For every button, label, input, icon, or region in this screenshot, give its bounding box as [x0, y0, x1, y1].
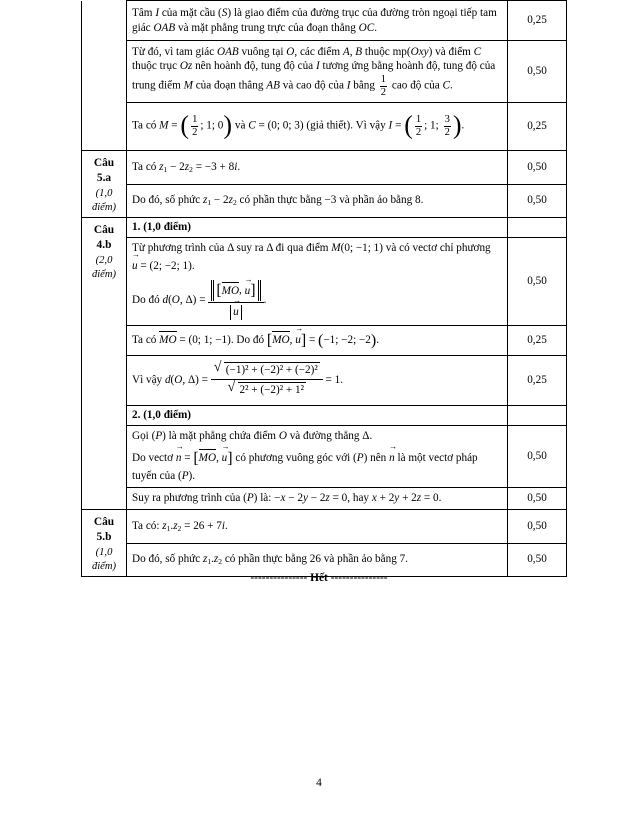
end-marker: --------------- Hết --------------- — [250, 572, 388, 584]
table-row — [82, 426, 567, 488]
table-row — [82, 238, 567, 326]
solution-cell: Vì vậy d(O, Δ) = √ (−1)² + (−2)² + (−2)² √ 2² + (−2)² + 1² = 1. — [127, 356, 508, 406]
table-row — [82, 326, 567, 356]
score-cell: 0,25 — [508, 103, 567, 151]
score-cell: 0,25 — [508, 1, 567, 41]
solution-cell: Gọi (P) là mặt phẳng chứa điểm O và đường thẳng Δ. Do vectơ → n = [MO, → u] có phương vuông góc với (P) nên → n là một vectơ pháp tuyến của (P). — [127, 426, 508, 488]
part-header: 1. (1,0 điểm) — [127, 218, 508, 238]
question-cell: Câu 4.b (2,0 điểm) — [82, 218, 127, 510]
score-cell-empty — [508, 406, 567, 426]
distance-formula: [MO, → u] → u — [208, 279, 263, 322]
solution-cell: Ta có M = ( $\frac{1}{2}$ ; 1; 0) và C = (0; 0; 3) (giả thiết). Vì vậy I = ( $\frac{1}{2}$ ; 1; $\frac{3}{2}$ ). — [127, 103, 508, 151]
solution-cell: Do đó, số phức $z_1.z_2$ có phần thực bằng 26 và phần ảo bằng 7. — [127, 543, 508, 577]
question-cell: Câu 5.b (1,0 điểm) — [82, 510, 127, 577]
part-header: 2. (1,0 điểm) — [127, 406, 508, 426]
solution-cell: Từ phương trình của Δ suy ra Δ đi qua điểm M(0; −1; 1) và có vectơ chỉ phương → u = (2; −2; 1). Do đó d(O, Δ) = [MO, → u] → u . — [127, 238, 508, 326]
table-row — [82, 41, 567, 103]
solution-cell: Tâm I của mặt cầu (S) là giao điểm của đường trục của đường tròn ngoại tiếp tam giác OAB và mặt phẳng trung trực của đoạn thẳng OC. — [127, 1, 508, 41]
table-row — [82, 1, 567, 41]
solution-cell: Do đó, số phức $z_1 - 2z_2$ có phần thực bằng −3 và phần ảo bằng 8. — [127, 184, 508, 218]
table-row — [82, 103, 567, 151]
score-cell: 0,50 — [508, 184, 567, 218]
fraction: $\frac{1}{2}$ — [192, 114, 198, 138]
table-row — [82, 488, 567, 510]
fraction: $\frac{3}{2}$ — [444, 114, 450, 138]
score-cell: 0,50 — [508, 238, 567, 326]
score-cell: 0,50 — [508, 41, 567, 103]
score-cell: 0,50 — [508, 151, 567, 185]
fraction: $\frac{1}{2}$ — [380, 74, 387, 98]
score-cell: 0,50 — [508, 426, 567, 488]
table-row — [82, 356, 567, 406]
solution-cell: Suy ra phương trình của (P) là: −x − 2y − 2z = 0, hay x + 2y + 2z = 0. — [127, 488, 508, 510]
fraction: $\frac{1}{2}$ — [415, 114, 422, 138]
question-cell-empty — [82, 1, 127, 151]
table-row — [82, 406, 567, 426]
answer-table — [81, 0, 567, 577]
question-cell: Câu 5.a (1,0 điểm) — [82, 151, 127, 218]
score-cell-empty — [508, 218, 567, 238]
score-cell: 0,50 — [508, 543, 567, 577]
score-cell: 0,50 — [508, 488, 567, 510]
score-cell: 0,25 — [508, 356, 567, 406]
solution-cell: Ta có $z_1 - 2z_2 = -3 + 8i$. — [127, 151, 508, 185]
solution-cell: Từ đó, vì tam giác OAB vuông tại O, các điểm A, B thuộc mp(Oxy) và điểm C thuộc trục Oz nên hoành độ, tung độ của I tương ứng bằng hoành độ, tung độ của trung điểm M của đoạn thẳng AB và cao độ của I bằng $\frac{1}{2}$ cao độ của C. — [127, 41, 508, 103]
table-row — [82, 510, 567, 544]
score-cell: 0,50 — [508, 510, 567, 544]
distance-result: √ (−1)² + (−2)² + (−2)² √ 2² + (−2)² + 1² — [211, 361, 323, 400]
table-row — [82, 151, 567, 185]
solution-cell: Ta có: $z_1.z_2 = 26 + 7i$. — [127, 510, 508, 544]
score-cell: 0,25 — [508, 326, 567, 356]
page-number: 4 — [316, 777, 322, 789]
table-row — [82, 184, 567, 218]
table-row — [82, 218, 567, 238]
solution-cell: Ta có MO = (0; 1; −1). Do đó [MO, → u] = (−1; −2; −2). — [127, 326, 508, 356]
